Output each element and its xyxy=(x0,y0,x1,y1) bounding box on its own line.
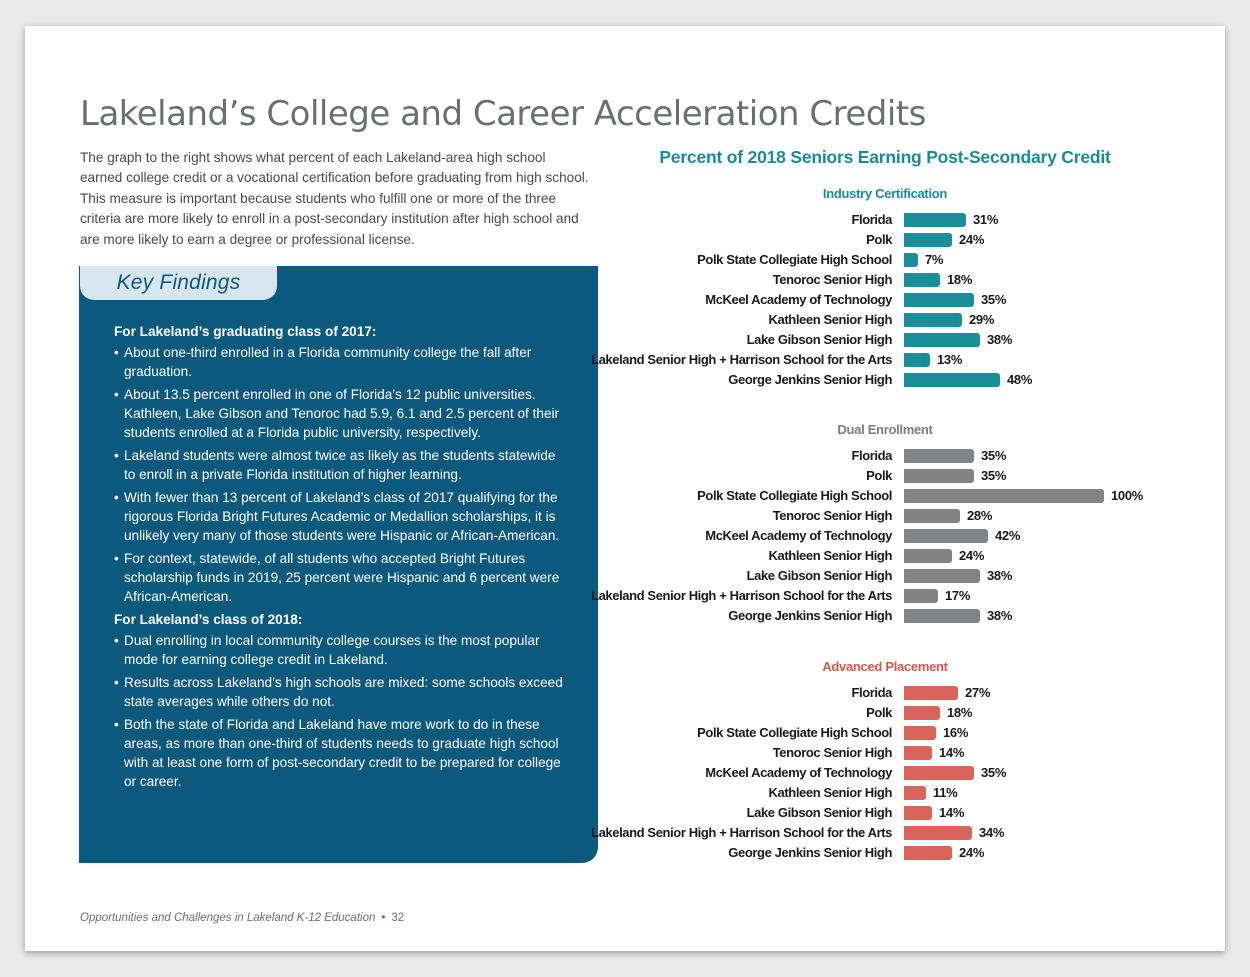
bar-advanced-placement-kathleen-senior-high xyxy=(904,786,926,800)
key-findings-content xyxy=(114,322,564,795)
category-label: George Jenkins Senior High xyxy=(728,845,892,860)
document-page xyxy=(25,26,1225,951)
bar-advanced-placement-lakeland-senior-high-harrison-school-for-the-arts xyxy=(904,826,972,840)
bar-dual-enrollment-kathleen-senior-high xyxy=(904,549,952,563)
category-label: Kathleen Senior High xyxy=(768,312,892,327)
key-findings-title: Key Findings xyxy=(116,271,241,294)
bar-dual-enrollment-polk-state-collegiate-high-school xyxy=(904,489,1104,503)
footer-publication: Opportunities and Challenges in Lakeland K-12 Education xyxy=(80,912,376,924)
category-label: Tenoroc Senior High xyxy=(772,508,892,523)
bar-industry-certification-tenoroc-senior-high xyxy=(904,273,940,287)
page-title: Lakeland’s College and Career Acceleration Credits xyxy=(80,94,926,134)
category-label: Tenoroc Senior High xyxy=(772,745,892,760)
bar-advanced-placement-polk-state-collegiate-high-school xyxy=(904,726,936,740)
bar-advanced-placement-florida xyxy=(904,686,958,700)
findings-2018-list xyxy=(114,631,564,791)
data-label: 42% xyxy=(995,528,1021,543)
footer-separator: • xyxy=(381,912,386,924)
section-title-industry-certification: Industry Certification xyxy=(822,186,948,201)
findings-2017-heading: For Lakeland’s graduating class of 2017: xyxy=(114,324,377,339)
data-label: 34% xyxy=(979,825,1005,840)
category-label: Lakeland Senior High + Harrison School for the Arts xyxy=(591,825,892,840)
data-label: 31% xyxy=(973,212,999,227)
bar-advanced-placement-lake-gibson-senior-high xyxy=(904,806,932,820)
bar-dual-enrollment-tenoroc-senior-high xyxy=(904,509,960,523)
finding-item: • Dual enrolling in local community college courses is the most popular mode for earning college credit in Lakeland. xyxy=(114,631,564,669)
category-label: McKeel Academy of Technology xyxy=(705,528,892,543)
chart-title: Percent of 2018 Seniors Earning Post-Secondary Credit xyxy=(659,147,1111,167)
bar-dual-enrollment-george-jenkins-senior-high xyxy=(904,609,980,623)
category-label: George Jenkins Senior High xyxy=(728,372,892,387)
finding-item: • About 13.5 percent enrolled in one of Florida’s 12 public universities. Kathleen, Lake Gibson and Tenoroc had 5.9, 6.1 and 2.5 percent of their students enrolled at a Florida public university, respectively. xyxy=(114,385,564,442)
category-label: Polk xyxy=(866,232,892,247)
data-label: 100% xyxy=(1111,488,1144,503)
category-label: Lake Gibson Senior High xyxy=(746,332,892,347)
bar-industry-certification-kathleen-senior-high xyxy=(904,313,962,327)
page-number: 32 xyxy=(391,912,405,924)
bar-dual-enrollment-mckeel-academy-of-technology xyxy=(904,529,988,543)
category-label: Kathleen Senior High xyxy=(768,785,892,800)
category-label: Lakeland Senior High + Harrison School for the Arts xyxy=(591,588,892,603)
key-findings-tab xyxy=(80,266,277,300)
category-label: Lakeland Senior High + Harrison School for the Arts xyxy=(591,352,892,367)
category-label: McKeel Academy of Technology xyxy=(705,292,892,307)
bar-industry-certification-polk-state-collegiate-high-school xyxy=(904,253,918,267)
data-label: 35% xyxy=(981,468,1007,483)
bar-dual-enrollment-lakeland-senior-high-harrison-school-for-the-arts xyxy=(904,589,938,603)
bar-industry-certification-george-jenkins-senior-high xyxy=(904,373,1000,387)
bar-industry-certification-lakeland-senior-high-harrison-school-for-the-arts xyxy=(904,353,930,367)
section-title-dual-enrollment: Dual Enrollment xyxy=(837,422,933,437)
data-label: 14% xyxy=(939,805,965,820)
bar-dual-enrollment-polk xyxy=(904,469,974,483)
category-label: Tenoroc Senior High xyxy=(772,272,892,287)
finding-item: • About one-third enrolled in a Florida community college the fall after graduation. xyxy=(114,343,564,381)
category-label: Lake Gibson Senior High xyxy=(746,568,892,583)
category-label: Florida xyxy=(851,685,892,700)
category-label: Florida xyxy=(851,448,892,463)
page-footer xyxy=(80,912,404,924)
bar-industry-certification-lake-gibson-senior-high xyxy=(904,333,980,347)
findings-2017-list xyxy=(114,343,564,606)
data-label: 24% xyxy=(959,548,985,563)
intro-paragraph: The graph to the right shows what percent of each Lakeland-area high school earned college credit or a vocational certification before graduating from high school. This measure is important because students who fulfill one or more of the three criteria are more likely to enroll in a post-secondary institution after high school and are more likely to earn a degree or professional license. xyxy=(80,150,589,247)
bar-dual-enrollment-florida xyxy=(904,449,974,463)
category-label: Kathleen Senior High xyxy=(768,548,892,563)
data-label: 35% xyxy=(981,765,1007,780)
data-label: 35% xyxy=(981,292,1007,307)
data-label: 29% xyxy=(969,312,995,327)
finding-item: • With fewer than 13 percent of Lakeland’s class of 2017 qualifying for the rigorous Florida Bright Futures Academic or Medallion scholarships, it is unlikely very many of those students were Hispanic or African-American. xyxy=(114,488,564,545)
data-label: 16% xyxy=(943,725,969,740)
data-label: 38% xyxy=(987,568,1013,583)
bar-industry-certification-polk xyxy=(904,233,952,247)
data-label: 48% xyxy=(1007,372,1033,387)
finding-item: • Lakeland students were almost twice as likely as the students statewide to enroll in a private Florida institution of higher learning. xyxy=(114,446,564,484)
bar-dual-enrollment-lake-gibson-senior-high xyxy=(904,569,980,583)
category-label: Polk xyxy=(866,468,892,483)
data-label: 24% xyxy=(959,232,985,247)
category-label: Polk State Collegiate High School xyxy=(697,252,892,267)
category-label: Polk State Collegiate High School xyxy=(697,488,892,503)
bar-advanced-placement-polk xyxy=(904,706,940,720)
category-label: Lake Gibson Senior High xyxy=(746,805,892,820)
findings-2018-heading: For Lakeland’s class of 2018: xyxy=(114,612,303,627)
data-label: 14% xyxy=(939,745,965,760)
bar-advanced-placement-tenoroc-senior-high xyxy=(904,746,932,760)
data-label: 38% xyxy=(987,608,1013,623)
data-label: 7% xyxy=(925,252,944,267)
category-label: McKeel Academy of Technology xyxy=(705,765,892,780)
category-label: Florida xyxy=(851,212,892,227)
data-label: 18% xyxy=(947,272,973,287)
section-title-advanced-placement: Advanced Placement xyxy=(822,659,948,674)
data-label: 13% xyxy=(937,352,963,367)
data-label: 27% xyxy=(965,685,991,700)
data-label: 11% xyxy=(933,785,958,800)
category-label: Polk State Collegiate High School xyxy=(697,725,892,740)
finding-item: • For context, statewide, of all students who accepted Bright Futures scholarship funds in 2019, 25 percent were Hispanic and 6 percent were African-American. xyxy=(114,549,564,606)
data-label: 38% xyxy=(987,332,1013,347)
data-label: 24% xyxy=(959,845,985,860)
finding-item: • Results across Lakeland’s high schools are mixed: some schools exceed state averages while others do not. xyxy=(114,673,564,711)
bar-industry-certification-mckeel-academy-of-technology xyxy=(904,293,974,307)
bar-industry-certification-florida xyxy=(904,213,966,227)
category-label: Polk xyxy=(866,705,892,720)
data-label: 18% xyxy=(947,705,973,720)
data-label: 28% xyxy=(967,508,993,523)
data-label: 35% xyxy=(981,448,1007,463)
finding-item: • Both the state of Florida and Lakeland have more work to do in these areas, as more than one-third of students needs to graduate high school with at least one form of post-secondary credit to be prepared for college or career. xyxy=(114,715,564,791)
bar-advanced-placement-mckeel-academy-of-technology xyxy=(904,766,974,780)
bar-advanced-placement-george-jenkins-senior-high xyxy=(904,846,952,860)
data-label: 17% xyxy=(945,588,971,603)
category-label: George Jenkins Senior High xyxy=(728,608,892,623)
